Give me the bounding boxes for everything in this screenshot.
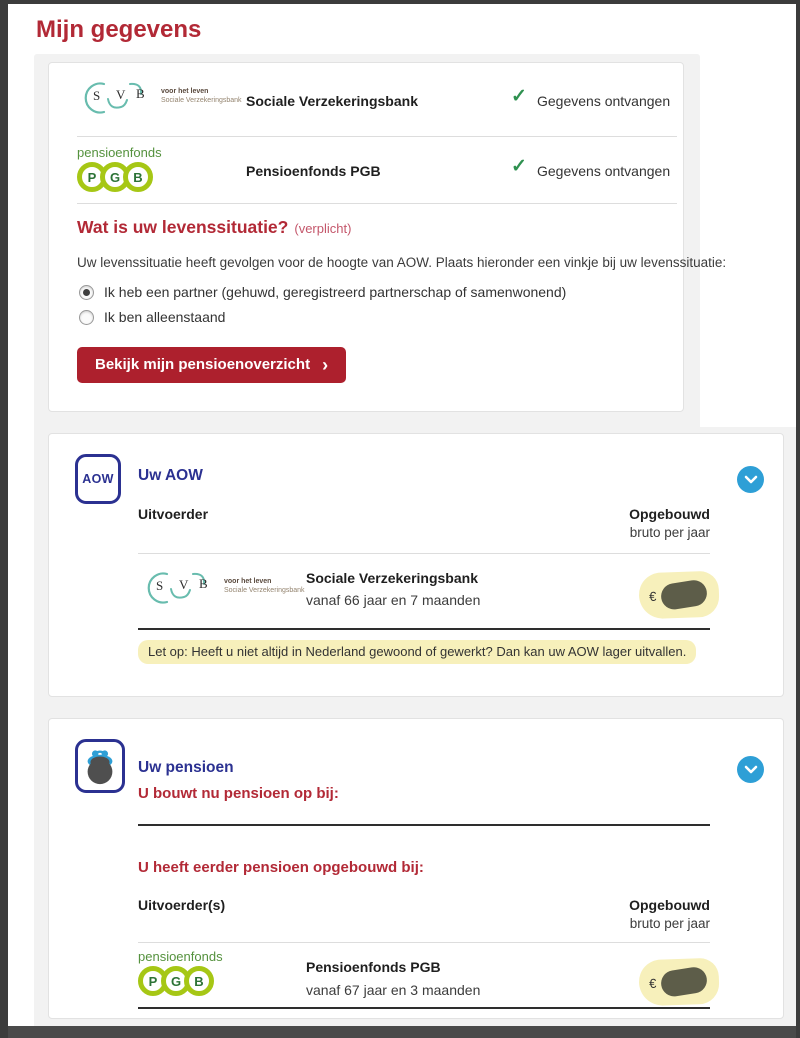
- life-situation-heading: Wat is uw levenssituatie? (verplicht): [77, 217, 352, 237]
- euro-sign: €: [648, 588, 657, 604]
- footer-bar: [8, 1026, 796, 1038]
- current-pension-heading: U bouwt nu pensioen op bij:: [138, 785, 339, 802]
- divider: [77, 203, 677, 204]
- pgb-rings-icon: P G B: [77, 162, 187, 192]
- frame-border-left: [0, 0, 8, 1038]
- radio-button[interactable]: [79, 310, 94, 325]
- redacted-amount: [638, 571, 720, 620]
- check-icon: ✓: [511, 86, 527, 107]
- column-header-opgebouwd: Opgebouwd bruto per jaar: [629, 506, 710, 540]
- radio-button[interactable]: [79, 285, 94, 300]
- aow-card: [48, 433, 784, 697]
- pension-card: [48, 718, 784, 1019]
- chevron-down-icon: [744, 765, 758, 774]
- pgb-logo: [77, 145, 187, 192]
- provider-name: Sociale Verzekeringsbank: [246, 93, 418, 109]
- divider: [138, 553, 710, 554]
- radio-label[interactable]: Ik ben alleenstaand: [104, 309, 226, 325]
- previous-pension-heading: U heeft eerder pensioen opgebouwd bij:: [138, 859, 424, 876]
- radio-option-alleenstaand[interactable]: [79, 309, 225, 325]
- pension-collapse-chevron-button[interactable]: [737, 756, 764, 783]
- column-header-uitvoerders: Uitvoerder(s): [138, 897, 226, 913]
- divider: [77, 136, 677, 137]
- aow-warning-note: Let op: Heeft u niet altijd in Nederland gewoond of gewerkt? Dan kan uw AOW lager uitvallen.: [138, 640, 696, 664]
- frame-border-top: [0, 0, 800, 4]
- svb-letter-v: V: [116, 87, 126, 102]
- svb-letter-b: B: [136, 86, 145, 101]
- pension-card-title: Uw pensioen: [138, 759, 234, 776]
- frame-border-right: [796, 0, 800, 1038]
- purse-icon: [75, 739, 125, 793]
- divider: [138, 942, 710, 943]
- redacted-amount: [638, 958, 720, 1007]
- pgb-rings-icon: P G B: [138, 966, 248, 996]
- redaction-blob: [659, 578, 709, 611]
- check-icon: ✓: [511, 156, 527, 177]
- svb-tagline: voor het leven Sociale Verzekeringsbank: [161, 88, 242, 104]
- svb-logo: [75, 77, 240, 121]
- column-header-opgebouwd: Opgebouwd bruto per jaar: [629, 897, 710, 931]
- start-age: vanaf 66 jaar en 7 maanden: [306, 592, 481, 608]
- redaction-blob: [659, 965, 709, 998]
- bekijk-pensioenoverzicht-button[interactable]: Bekijk mijn pensioenoverzicht ›: [77, 347, 346, 383]
- provider-name: Sociale Verzekeringsbank: [306, 570, 478, 586]
- provider-name: Pensioenfonds PGB: [306, 959, 441, 975]
- aow-collapse-chevron-button[interactable]: [737, 466, 764, 493]
- euro-sign: €: [648, 975, 657, 991]
- radio-option-partner[interactable]: [79, 284, 566, 300]
- aow-card-title: Uw AOW: [138, 467, 203, 484]
- chevron-down-icon: [744, 475, 758, 484]
- life-situation-intro: Uw levenssituatie heeft gevolgen voor de hoogte van AOW. Plaats hieronder een vinkje bij uw levenssituatie:: [77, 255, 727, 270]
- divider-dark: [138, 628, 710, 630]
- chevron-right-icon: ›: [322, 354, 329, 375]
- svb-tagline: voor het leven Sociale Verzekeringsbank: [224, 578, 305, 594]
- svb-logo: S V B voor het leven Sociale Verzekeringsbank: [138, 567, 303, 611]
- pgb-logo: pensioenfonds P G B: [138, 949, 248, 996]
- start-age: vanaf 67 jaar en 3 maanden: [306, 982, 481, 998]
- radio-label[interactable]: Ik heb een partner (gehuwd, geregistreerd partnerschap of samenwonend): [104, 284, 567, 300]
- pgb-wordmark: pensioenfonds: [77, 145, 162, 160]
- status-badge: Gegevens ontvangen: [537, 93, 671, 109]
- column-header-uitvoerder: Uitvoerder: [138, 506, 209, 522]
- provider-name: Pensioenfonds PGB: [246, 163, 381, 179]
- mijn-gegevens-card: [48, 62, 727, 412]
- aow-icon: AOW: [75, 454, 121, 504]
- required-label: (verplicht): [294, 221, 352, 236]
- svb-letter-s: S: [93, 88, 101, 103]
- status-badge: Gegevens ontvangen: [537, 163, 671, 179]
- divider-dark: [138, 824, 710, 826]
- divider-dark: [138, 1007, 710, 1009]
- page-title: Mijn gegevens: [36, 16, 202, 43]
